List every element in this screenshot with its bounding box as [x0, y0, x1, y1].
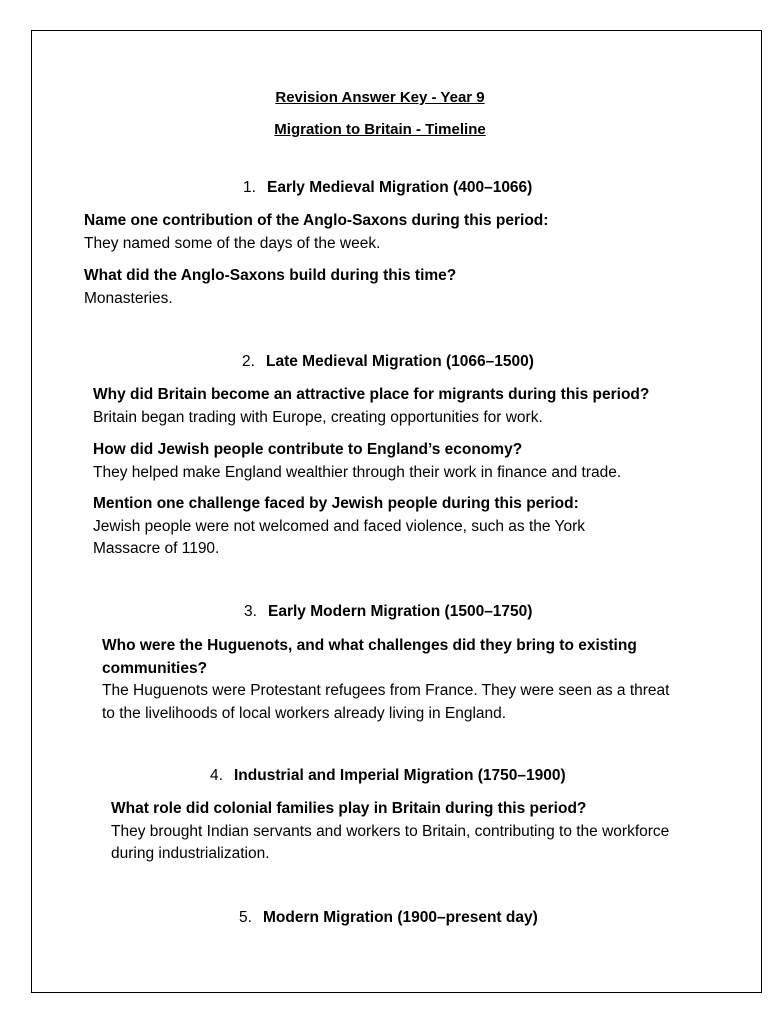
section-title: Early Medieval Migration (400–1066) [267, 179, 533, 196]
section-number: 5. [239, 909, 252, 926]
section-1-heading [243, 179, 532, 197]
answer: Monasteries. [84, 289, 173, 307]
qa-item [102, 635, 682, 725]
question: How did Jewish people contribute to England’s economy? [93, 441, 523, 458]
section-2-heading [242, 353, 534, 371]
document-title: Revision Answer Key - Year 9 [275, 89, 485, 106]
answer: They named some of the days of the week. [84, 234, 381, 252]
section-title: Late Medieval Migration (1066–1500) [266, 353, 534, 370]
section-title: Modern Migration (1900–present day) [263, 909, 538, 926]
answer: Britain began trading with Europe, creating opportunities for work. [93, 408, 543, 426]
question: What role did colonial families play in Britain during this period? [111, 800, 587, 817]
answer: The Huguenots were Protestant refugees from France. They were seen as a threat to the livelihoods of local workers already living in England. [102, 682, 670, 722]
section-number: 3. [244, 603, 257, 620]
section-number: 4. [210, 767, 223, 784]
question: What did the Anglo-Saxons build during this time? [84, 267, 457, 284]
question: Why did Britain become an attractive place for migrants during this period? [93, 386, 650, 403]
qa-item [84, 265, 684, 310]
section-number: 2. [242, 353, 255, 370]
qa-item [93, 493, 653, 561]
section-4-heading [210, 767, 566, 785]
answer: They brought Indian servants and workers to Britain, contributing to the workforce during industrialization. [111, 822, 670, 862]
section-title: Industrial and Imperial Migration (1750–1900) [234, 767, 566, 784]
answer: They helped make England wealthier through their work in finance and trade. [93, 463, 622, 481]
qa-item [111, 798, 671, 866]
qa-item [84, 210, 684, 255]
qa-item [93, 439, 703, 484]
section-5-heading [239, 909, 538, 927]
question: Who were the Huguenots, and what challenges did they bring to existing communities? [102, 637, 637, 677]
document-subtitle: Migration to Britain - Timeline [274, 121, 486, 138]
section-title: Early Modern Migration (1500–1750) [268, 603, 533, 620]
qa-item [93, 384, 703, 429]
section-number: 1. [243, 179, 256, 196]
question: Mention one challenge faced by Jewish people during this period: [93, 495, 579, 512]
answer: Jewish people were not welcomed and faced violence, such as the York Massacre of 1190. [93, 517, 585, 557]
question: Name one contribution of the Anglo-Saxons during this period: [84, 212, 549, 229]
section-3-heading [244, 603, 532, 621]
